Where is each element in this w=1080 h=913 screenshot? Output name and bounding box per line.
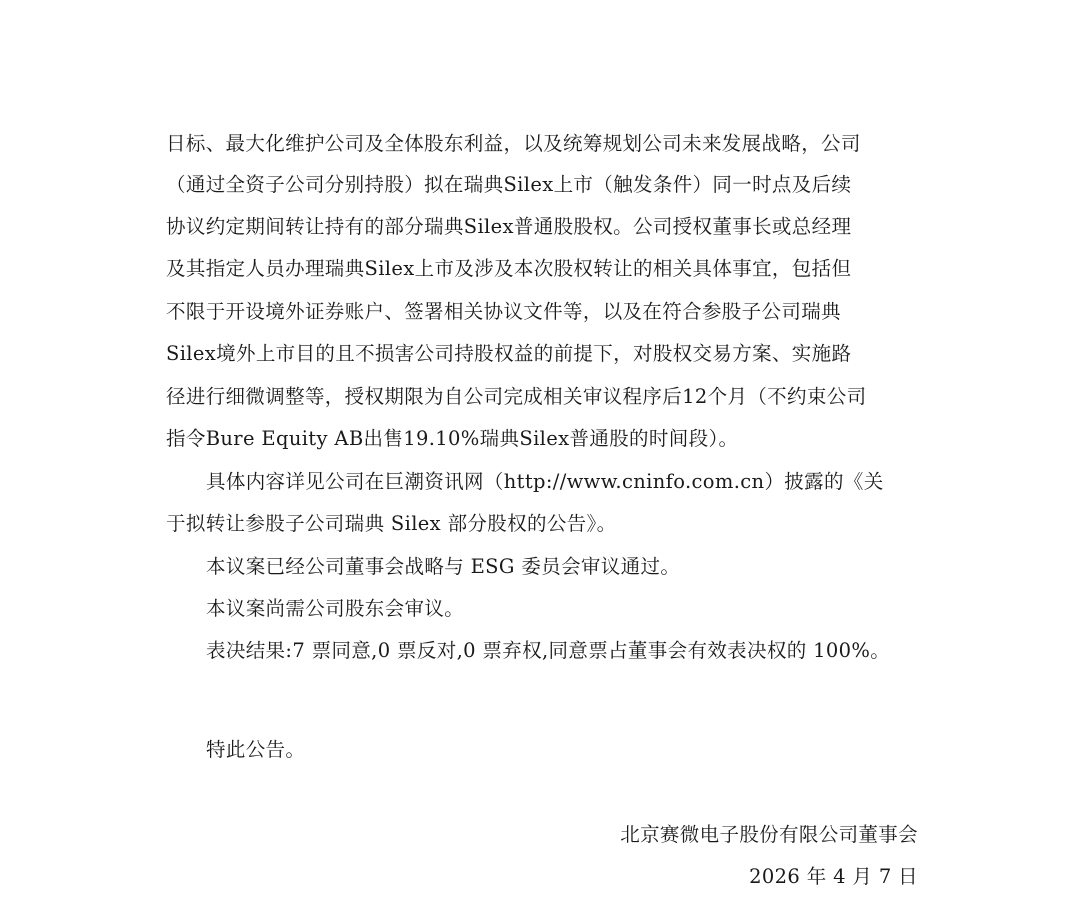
body-text-line: 日标、最大化维护公司及全体股东利益，以及统筹规划公司未来发展战略，公司 bbox=[166, 132, 861, 155]
signature-date: 2026 年 4 月 7 日 bbox=[749, 865, 918, 888]
vote-result-text: 表决结果:7 票同意,0 票反对,0 票弃权,同意票占董事会有效表决权的 100%。 bbox=[206, 639, 891, 662]
review-status-text: 本议案已经公司董事会战略与 ESG 委员会审议通过。 bbox=[206, 555, 681, 578]
body-text-line: 指令Bure Equity AB出售19.10%瑞典Silex普通股的时间段）。 bbox=[166, 427, 739, 450]
reference-text-line: 具体内容详见公司在巨潮资讯网（http://www.cninfo.com.cn）披露的《关 bbox=[206, 470, 884, 493]
body-text-line: 径进行细微调整等，授权期限为自公司完成相关审议程序后12个月（不约束公司 bbox=[166, 385, 867, 408]
body-text-line: （通过全资子公司分别持股）拟在瑞典Silex上市（触发条件）同一时点及后续 bbox=[166, 173, 852, 196]
body-text-line: 不限于开设境外证券账户、签署相关协议文件等，以及在符合参股子公司瑞典 bbox=[166, 300, 841, 323]
signature-company: 北京赛微电子股份有限公司董事会 bbox=[620, 823, 918, 846]
approval-requirement-text: 本议案尚需公司股东会审议。 bbox=[206, 597, 465, 620]
closing-text: 特此公告。 bbox=[206, 738, 306, 761]
reference-text-line: 于拟转让参股子公司瑞典 Silex 部分股权的公告》。 bbox=[166, 512, 617, 535]
body-text-line: Silex境外上市目的且不损害公司持股权益的前提下，对股权交易方案、实施路 bbox=[166, 342, 852, 365]
body-text-line: 及其指定人员办理瑞典Silex上市及涉及本次股权转让的相关具体事宜，包括但 bbox=[166, 257, 852, 280]
body-text-line: 协议约定期间转让持有的部分瑞典Silex普通股股权。公司授权董事长或总经理 bbox=[166, 215, 852, 238]
